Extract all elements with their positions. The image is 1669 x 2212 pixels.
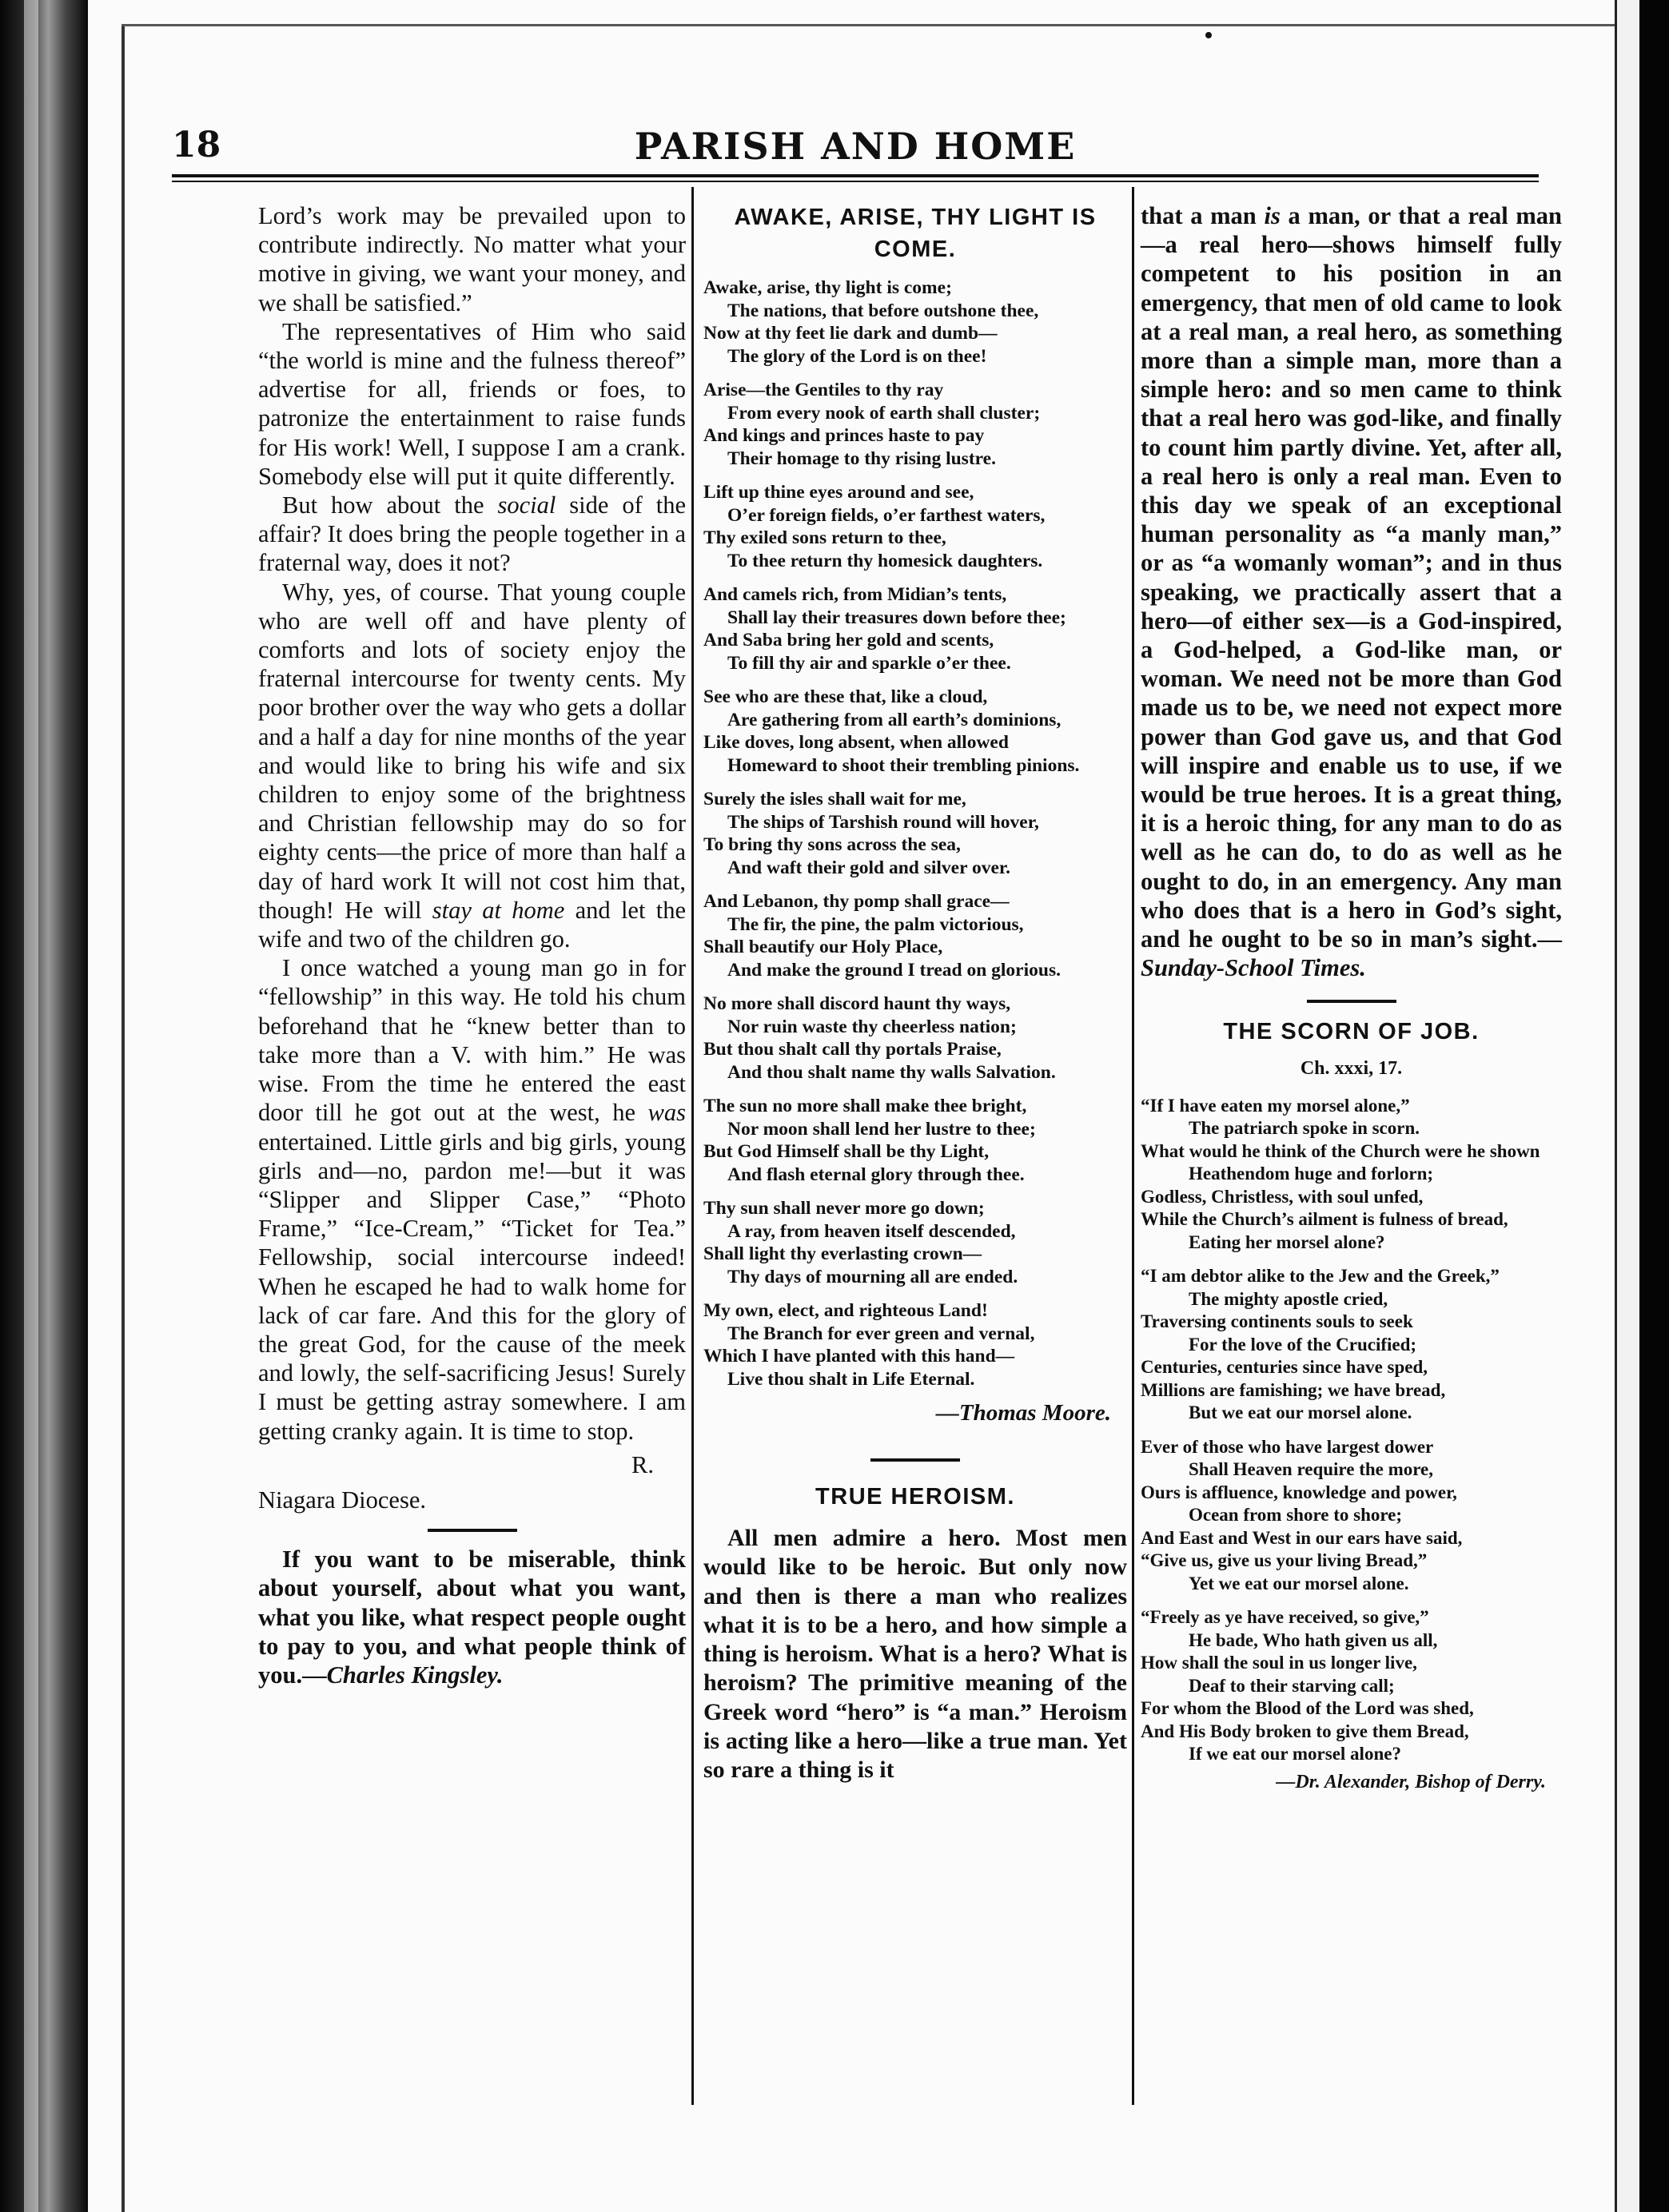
stanza bbox=[703, 1095, 1127, 1186]
poem-line: And Saba bring her gold and scents, bbox=[703, 630, 994, 650]
poem-line: Awake, arise, thy light is come; bbox=[703, 277, 952, 298]
poem-line: And camels rich, from Midian’s tents, bbox=[703, 584, 1007, 605]
poem-line: To fill thy air and sparkle o’er thee. bbox=[727, 652, 1011, 674]
poem-awake-arise bbox=[703, 276, 1127, 1390]
stanza bbox=[703, 788, 1127, 879]
scanner-frame-left bbox=[0, 0, 88, 2212]
poem-line: Nor moon shall lend her lustre to thee; bbox=[727, 1118, 1036, 1140]
stanza bbox=[703, 686, 1127, 777]
poem-line: But we eat our morsel alone. bbox=[1189, 1402, 1412, 1423]
poem-line: Their homage to thy rising lustre. bbox=[727, 448, 996, 469]
source-citation: Sunday-School Times. bbox=[1141, 954, 1366, 982]
poem-line: Ever of those who have largest dower bbox=[1141, 1436, 1434, 1457]
poem-line: The Branch for ever green and vernal, bbox=[727, 1323, 1035, 1344]
poem-line: Shall beautify our Holy Place, bbox=[703, 937, 943, 957]
poem-line: Ocean from shore to shore; bbox=[1189, 1505, 1403, 1526]
poem-line: But thou shalt call thy portals Praise, bbox=[703, 1039, 1002, 1060]
stanza bbox=[703, 276, 1127, 368]
ink-dot bbox=[1205, 32, 1212, 38]
page-border-left bbox=[121, 24, 125, 2212]
kingsley-quote: If you want to be miserable, think about yourself, about what you want, what you like, what respect people ought to pay to you, and what people think of you.—Charles Kingsley. bbox=[258, 1546, 686, 1689]
column-left bbox=[258, 201, 686, 1689]
poem-line: Lift up thine eyes around and see, bbox=[703, 482, 974, 503]
poem-line: See who are these that, like a cloud, bbox=[703, 686, 988, 707]
poem-line: To thee return thy homesick daughters. bbox=[727, 550, 1043, 571]
poem-line: Deaf to their starving call; bbox=[1189, 1675, 1395, 1696]
poem-line: Godless, Christless, with soul unfed, bbox=[1141, 1186, 1424, 1207]
poem-line: And flash eternal glory through thee. bbox=[727, 1164, 1025, 1185]
scripture-reference: Ch. xxxi, 17. bbox=[1300, 1058, 1403, 1080]
page-title: PARISH AND HOME bbox=[634, 125, 1077, 168]
poem-line: Homeward to shoot their trembling pinions. bbox=[727, 754, 1080, 776]
poem-line: “Freely as ye have received, so give,” bbox=[1141, 1607, 1429, 1628]
poem-attribution: —Thomas Moore. bbox=[935, 1400, 1111, 1426]
paragraph: Why, yes, of course. That young couple who are well off and have plenty of comforts and lots of society enjoy the fraternal intercourse for twenty cents. My poor brother over the way who gets a dollar and a half a day for nine months of the year and would like to bring his wife and six children to enjoy some of the brightness and Christian fellowship may do so for eighty cents—the price of more than half a day of hard work It will not cost him that, though! He will stay at home and let the wife and two of the children go. bbox=[258, 578, 686, 953]
poem-line: My own, elect, and righteous Land! bbox=[703, 1300, 988, 1321]
poem-line: How shall the soul in us longer live, bbox=[1141, 1653, 1417, 1673]
paragraph: The representatives of Him who said “the world is mine and the fulness thereof” advertise for all, friends or foes, to patronize the entertainment to raise funds for His work! Well, I suppose I am a crank. Somebody else will put it quite differently. bbox=[258, 317, 686, 490]
poem-scorn-of-job bbox=[1141, 1095, 1562, 1766]
stanza bbox=[703, 1299, 1127, 1390]
section-rule bbox=[428, 1529, 517, 1532]
stanza bbox=[1141, 1606, 1562, 1766]
page-border-top bbox=[121, 24, 1615, 26]
signature: R. bbox=[631, 1450, 654, 1478]
poem-line: The nations, that before outshone thee, bbox=[727, 300, 1039, 321]
article-heading: TRUE HEROISM. bbox=[815, 1484, 1015, 1510]
stanza bbox=[1141, 1265, 1562, 1425]
poem-line: What would he think of the Church were he shown bbox=[1141, 1140, 1540, 1161]
poem-line: “If I have eaten my morsel alone,” bbox=[1141, 1095, 1410, 1116]
poem-line: The patriarch spoke in scorn. bbox=[1189, 1118, 1420, 1139]
diocese-line: Niagara Diocese. bbox=[258, 1486, 427, 1514]
poem-line: The glory of the Lord is on thee! bbox=[727, 345, 987, 367]
poem-line: The sun no more shall make thee bright, bbox=[703, 1096, 1027, 1116]
stanza bbox=[1141, 1436, 1562, 1596]
poem-line: A ray, from heaven itself descended, bbox=[727, 1220, 1016, 1242]
poem-line: Thy days of mourning all are ended. bbox=[727, 1266, 1018, 1287]
poem-heading: AWAKE, ARISE, THY LIGHT IS COME. bbox=[734, 205, 1097, 262]
paragraph: that a man is a man, or that a real man—a real hero—shows himself fully competent to his position in an emergency, that men of old came to look at a real man, a real hero, as something more than a simple man, more than a simple hero: and so men came to think that a real hero was god-like, and finally to count him partly divine. Yet, after all, a real hero is only a real man. Even to this day we speak of an exceptional human personality as “a manly man,” or as “a womanly woman”; and in thus speaking, we practically assert that a hero—of either sex—is a God-inspired, a God-helped, a God-like man, or woman. We need not be more than God made us to be, we need not expect more power than God gave us, and that God will inspire and enable us to use, if we would be true heroes. It is a great thing, it is a heroic thing, for any man to do as well as he can do, to do as well as he ought to do, in an emergency. Any man who does that is a hero in God’s sight, and he ought to be so in man’s sight.—Sunday-School Times. bbox=[1141, 202, 1562, 982]
poem-line: Ours is affluence, knowledge and power, bbox=[1141, 1482, 1457, 1502]
poem-line: Live thou shalt in Life Eternal. bbox=[727, 1368, 975, 1390]
poem-line: No more shall discord haunt thy ways, bbox=[703, 993, 1011, 1014]
poem-line: From every nook of earth shall cluster; bbox=[727, 402, 1041, 424]
poem-line: “I am debtor alike to the Jew and the Greek,” bbox=[1141, 1266, 1500, 1287]
stanza bbox=[1141, 1095, 1562, 1255]
poem-line: And Lebanon, thy pomp shall grace— bbox=[703, 891, 1010, 912]
poem-line: Traversing continents souls to seek bbox=[1141, 1311, 1413, 1332]
stanza bbox=[703, 583, 1127, 674]
poem-attribution: —Dr. Alexander, Bishop of Derry. bbox=[1276, 1771, 1546, 1792]
poem-line: For whom the Blood of the Lord was shed, bbox=[1141, 1698, 1474, 1719]
poem-line: Shall Heaven require the more, bbox=[1189, 1459, 1434, 1480]
stanza bbox=[703, 1197, 1127, 1288]
article-true-heroism: All men admire a hero. Most men would like to be heroic. But only now and then is there a man who realizes what it is to be a hero, and how simple a thing is heroism. What is a hero? What is heroism? The primitive meaning of the Greek word “hero” is “a man.” Heroism is acting like a hero—like a true man. Yet so rare a thing is it bbox=[703, 1525, 1127, 1784]
poem-line: While the Church’s ailment is fulness of bread, bbox=[1141, 1209, 1508, 1230]
poem-line: Like doves, long absent, when allowed bbox=[703, 732, 1009, 753]
column-divider-1 bbox=[691, 187, 694, 2105]
poem-line: He bade, Who hath given us all, bbox=[1189, 1629, 1438, 1650]
poem-line: Arise—the Gentiles to thy ray bbox=[703, 380, 944, 400]
quote-author: Charles Kingsley. bbox=[326, 1661, 504, 1689]
poem-line: The mighty apostle cried, bbox=[1189, 1288, 1388, 1309]
poem-line: And thou shalt name thy walls Salvation. bbox=[727, 1061, 1056, 1083]
poem-line: The ships of Tarshish round will hover, bbox=[727, 811, 1039, 833]
poem-line: Eating her morsel alone? bbox=[1189, 1231, 1385, 1252]
poem-line: Now at thy feet lie dark and dumb— bbox=[703, 323, 998, 344]
poem-line: Nor ruin waste thy cheerless nation; bbox=[727, 1016, 1017, 1037]
stanza bbox=[703, 379, 1127, 470]
column-divider-2 bbox=[1132, 187, 1134, 2105]
poem-line: Yet we eat our morsel alone. bbox=[1189, 1573, 1409, 1593]
column-middle bbox=[703, 201, 1127, 1785]
paragraph: Lord’s work may be prevailed upon to contribute indirectly. No matter what your motive in giving, we want your money, and we shall be satisfied.” bbox=[258, 202, 686, 316]
column-right bbox=[1141, 201, 1562, 1796]
header-rule-thick bbox=[172, 174, 1539, 177]
poem-line: Surely the isles shall wait for me, bbox=[703, 789, 966, 810]
scanner-frame-right bbox=[1637, 0, 1669, 2212]
poem-line: O’er foreign fields, o’er farthest waters, bbox=[727, 504, 1046, 526]
poem-line: Thy exiled sons return to thee, bbox=[703, 527, 946, 548]
poem-line: The fir, the pine, the palm victorious, bbox=[727, 913, 1024, 935]
page-edge-right bbox=[1615, 0, 1639, 2212]
stanza bbox=[703, 481, 1127, 572]
poem-line: To bring thy sons across the sea, bbox=[703, 834, 961, 855]
poem-line: Thy sun shall never more go down; bbox=[703, 1198, 985, 1219]
section-rule bbox=[870, 1458, 960, 1462]
poem-line: Heathendom huge and forlorn; bbox=[1189, 1164, 1434, 1184]
poem-heading: THE SCORN OF JOB. bbox=[1223, 1019, 1480, 1045]
stanza bbox=[703, 993, 1127, 1084]
poem-line: Centuries, centuries since have sped, bbox=[1141, 1357, 1428, 1378]
poem-line: And kings and princes haste to pay bbox=[703, 425, 985, 446]
poem-line: Which I have planted with this hand— bbox=[703, 1346, 1015, 1367]
poem-line: Shall light thy everlasting crown— bbox=[703, 1243, 982, 1264]
section-rule bbox=[1307, 1000, 1396, 1003]
page-number: 18 bbox=[172, 125, 221, 165]
header-rule-thin bbox=[172, 181, 1539, 182]
poem-line: And East and West in our ears have said, bbox=[1141, 1527, 1463, 1548]
page-header bbox=[172, 120, 1539, 169]
poem-line: For the love of the Crucified; bbox=[1189, 1334, 1417, 1355]
stanza bbox=[703, 890, 1127, 981]
poem-line: Millions are famishing; we have bread, bbox=[1141, 1379, 1446, 1400]
poem-line: Shall lay their treasures down before thee; bbox=[727, 607, 1066, 628]
poem-line: And make the ground I tread on glorious. bbox=[727, 959, 1061, 981]
poem-line: But God Himself shall be thy Light, bbox=[703, 1141, 990, 1162]
paragraph: I once watched a young man go in for “fellowship” in this way. He told his chum beforehand that he “knew better than to take more than a V. with him.” He was wise. From the time he entered the east door till he got out at the west, he was entertained. Little girls and big girls, young girls and—no, pardon me!—but it was “Slipper and Slipper Case,” “Photo Frame,” “Ice-Cream,” “Ticket for Tea.” Fellowship, social intercourse indeed! When he escaped he had to walk home for lack of car fare. And this for the glory of the great God, for the cause of the meek and lowly, the self-sacrificing Jesus! Surely I must be getting astray somewhere. I am getting cranky again. It is time to stop. bbox=[258, 954, 686, 1445]
poem-line: “Give us, give us your living Bread,” bbox=[1141, 1550, 1428, 1571]
poem-line: Are gathering from all earth’s dominions, bbox=[727, 709, 1062, 730]
paragraph: But how about the social side of the affair? It does bring the people together in a fraternal way, does it not? bbox=[258, 491, 686, 577]
poem-line: And waft their gold and silver over. bbox=[727, 857, 1011, 878]
poem-line: If we eat our morsel alone? bbox=[1189, 1744, 1401, 1764]
poem-line: And His Body broken to give them Bread, bbox=[1141, 1721, 1469, 1741]
